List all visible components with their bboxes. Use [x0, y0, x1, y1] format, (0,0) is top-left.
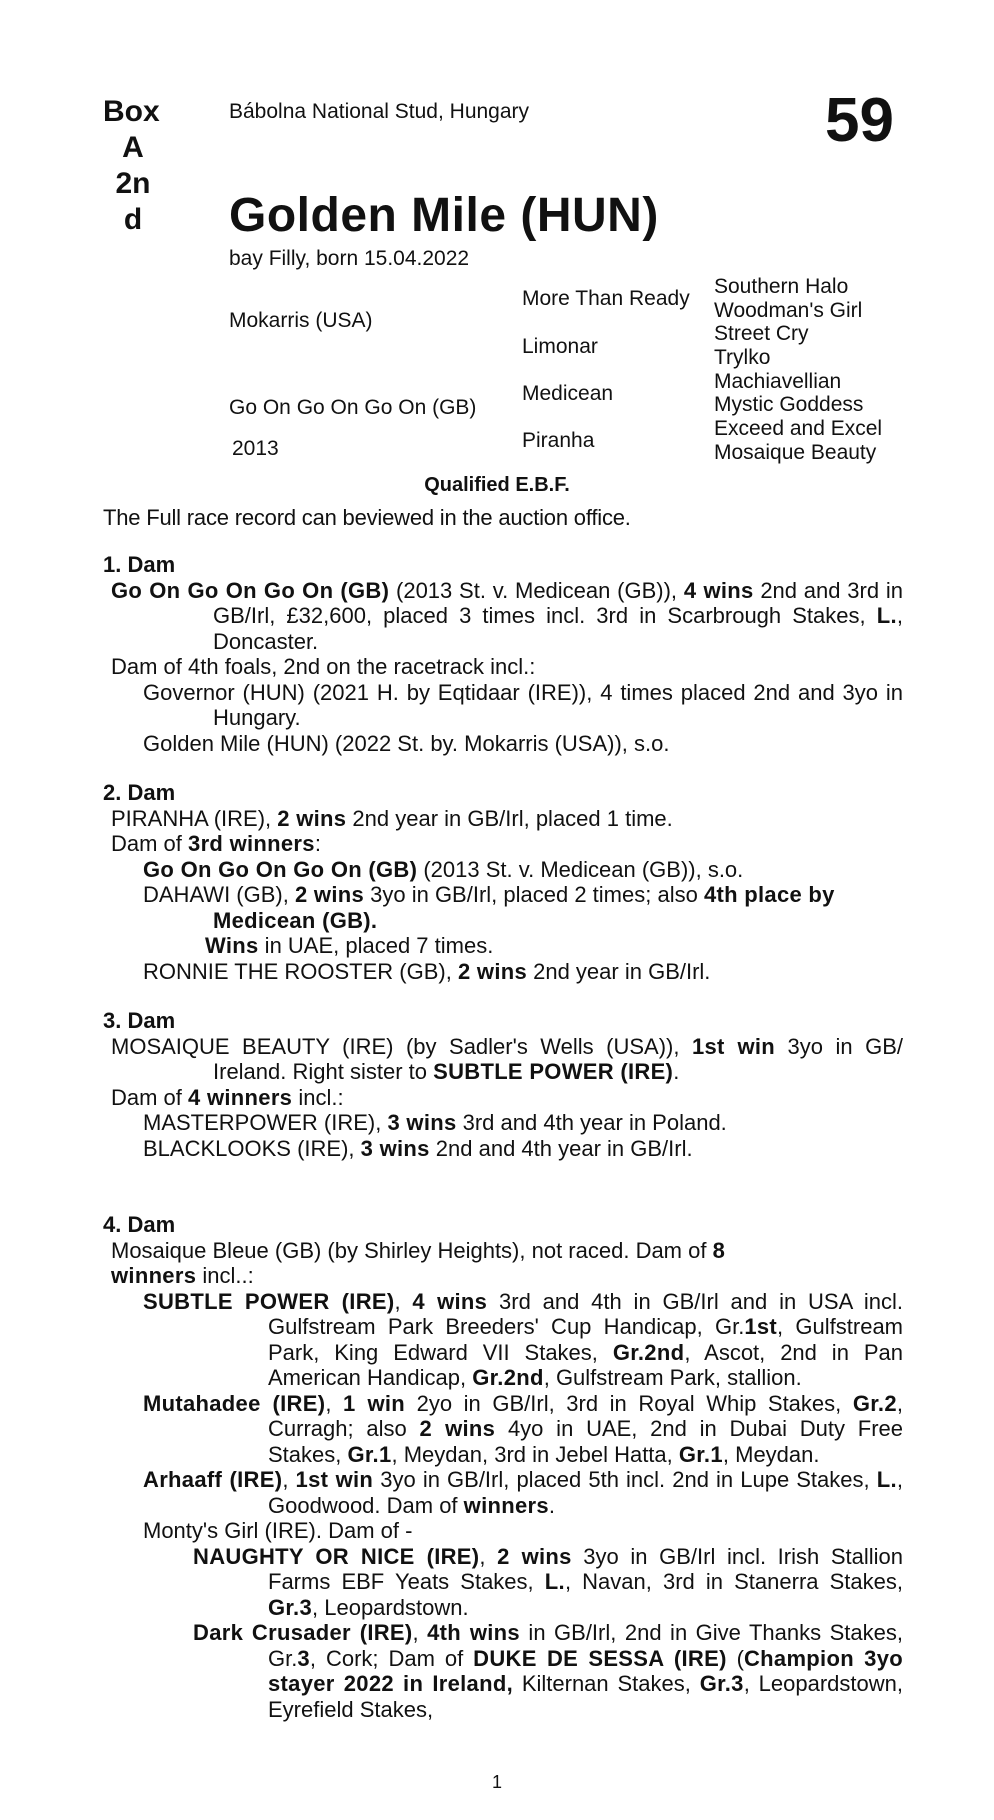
- dam-record: Go On Go On Go On (GB) (2013 St. v. Medicean (GB)), 4 wins 2nd and 3rd in GB/Irl, £32,600, placed 3 times incl. 3rd in Scarbrough Stakes, L., Doncaster.: [111, 577, 903, 654]
- produce-intro: Dam of 3rd winners:: [111, 831, 321, 856]
- produce-record: DAHAWI (GB), 2 wins 3yo in GB/Irl, placed 2 times; also 4th place by Medicean (GB).: [143, 882, 835, 933]
- produce-record: Mutahadee (IRE), 1 win 2yo in GB/Irl, 3rd in Royal Whip Stakes, Gr.2, Curragh; also 2 wins 4yo in UAE, 2nd in Dubai Duty Free Stakes, Gr.1, Meydan, 3rd in Jebel Hatta, Gr.1, Meydan.: [143, 1390, 904, 1467]
- horse-description: bay Filly, born 15.04.2022: [229, 247, 470, 270]
- pedigree-great-grand: Street Cry: [714, 322, 809, 345]
- pedigree-great-grand: Exceed and Excel: [714, 417, 883, 440]
- pedigree-grandsire: Piranha: [522, 429, 595, 452]
- pedigree-grandsire: Limonar: [522, 335, 598, 358]
- box-line: 2n: [115, 167, 151, 200]
- produce-record: SUBTLE POWER (IRE), 4 wins 3rd and 4th in GB/Irl and in USA incl. Gulfstream Park Breeders' Cup Handicap, Gr.1st, Gulfstream Park, King Edward VII Stakes, Gr.2nd, Ascot, 2nd in Pan American Handicap, Gr.2nd, Gulfstream Park, stallion.: [143, 1288, 904, 1390]
- pedigree-great-grand: Trylko: [714, 346, 771, 369]
- pedigree-sire: Mokarris (USA): [229, 309, 373, 332]
- produce-record-continued: Wins in UAE, placed 7 times.: [205, 933, 494, 958]
- box-location: [103, 94, 173, 238]
- section-title: 2. Dam: [103, 780, 176, 805]
- produce-record: Governor (HUN) (2021 H. by Eqtidaar (IRE)), 4 times placed 2nd and 3yo in Hungary.: [143, 679, 903, 730]
- produce-record: Arhaaff (IRE), 1st win 3yo in GB/Irl, placed 5th incl. 2nd in Lupe Stakes, L., Goodwood. Dam of winners.: [143, 1467, 903, 1518]
- produce-record: NAUGHTY OR NICE (IRE), 2 wins 3yo in GB/Irl incl. Irish Stallion Farms EBF Yeats Stakes, L., Navan, 3rd in Stanerra Stakes, Gr.3, Leopardstown.: [193, 1543, 904, 1620]
- dam-record: MOSAIQUE BEAUTY (IRE) (by Sadler's Wells (USA)), 1st win 3yo in GB/ Ireland. Right sister to SUBTLE POWER (IRE).: [111, 1033, 903, 1084]
- section-second-dam: [103, 780, 903, 984]
- section-first-dam: [103, 552, 903, 756]
- pedigree-grandsire: More Than Ready: [522, 287, 690, 310]
- breeder: Bábolna National Stud, Hungary: [229, 100, 530, 123]
- pedigree-dam: Go On Go On Go On (GB): [229, 396, 477, 419]
- pedigree-grandsire: Medicean: [522, 382, 614, 405]
- box-line: A: [122, 131, 144, 164]
- section-title: 4. Dam: [103, 1212, 176, 1237]
- produce-record: Go On Go On Go On (GB) (2013 St. v. Medicean (GB)), s.o.: [143, 856, 744, 882]
- produce-intro: Dam of 4 winners incl.:: [111, 1084, 344, 1110]
- horse-name: Golden Mile (HUN): [229, 189, 659, 242]
- pedigree-great-grand: Mystic Goddess: [714, 393, 864, 416]
- produce-intro: Dam of 4th foals, 2nd on the racetrack incl.:: [111, 654, 536, 679]
- box-line: Box: [103, 95, 160, 128]
- produce-record: Monty's Girl (IRE). Dam of -: [143, 1518, 413, 1543]
- produce-record: RONNIE THE ROOSTER (GB), 2 wins 2nd year in GB/Irl.: [143, 958, 711, 984]
- pedigree-dam-year: 2013: [232, 437, 279, 460]
- section-fourth-dam: [103, 1212, 903, 1722]
- pedigree-great-grand: Southern Halo: [714, 275, 849, 298]
- dam-record: Mosaique Bleue (GB) (by Shirley Heights), not raced. Dam of 8 winners incl..:: [111, 1237, 726, 1288]
- pedigree-great-grand: Machiavellian: [714, 370, 842, 393]
- section-third-dam: [103, 1008, 903, 1161]
- page-number: 1: [491, 1772, 502, 1792]
- box-line: d: [123, 203, 143, 236]
- lot-number: 59: [825, 86, 894, 155]
- pedigree-great-grand: Mosaique Beauty: [714, 441, 877, 464]
- section-title: 3. Dam: [103, 1008, 176, 1033]
- dam-record: PIRANHA (IRE), 2 wins 2nd year in GB/Irl, placed 1 time.: [111, 805, 673, 831]
- pedigree-great-grand: Woodman's Girl: [714, 299, 863, 322]
- produce-record: Dark Crusader (IRE), 4th wins in GB/Irl, 2nd in Give Thanks Stakes, Gr.3, Cork; Dam of DUKE DE SESSA (IRE) (Champion 3yo stayer 2022 in Ireland, Kilternan Stakes, Gr.3, Leopardstown, Eyrefield Stakes,: [193, 1620, 903, 1722]
- produce-record: MASTERPOWER (IRE), 3 wins 3rd and 4th year in Poland. BLACKLOOKS (IRE), 3 wins 2nd and 4th year in GB/Irl.: [143, 1110, 727, 1161]
- race-record-note: The Full race record can beviewed in the auction office.: [103, 505, 631, 530]
- qualified-ebf: Qualified E.B.F.: [424, 474, 570, 496]
- produce-record: Golden Mile (HUN) (2022 St. by. Mokarris (USA)), s.o.: [143, 730, 670, 756]
- section-title: 1. Dam: [103, 552, 176, 577]
